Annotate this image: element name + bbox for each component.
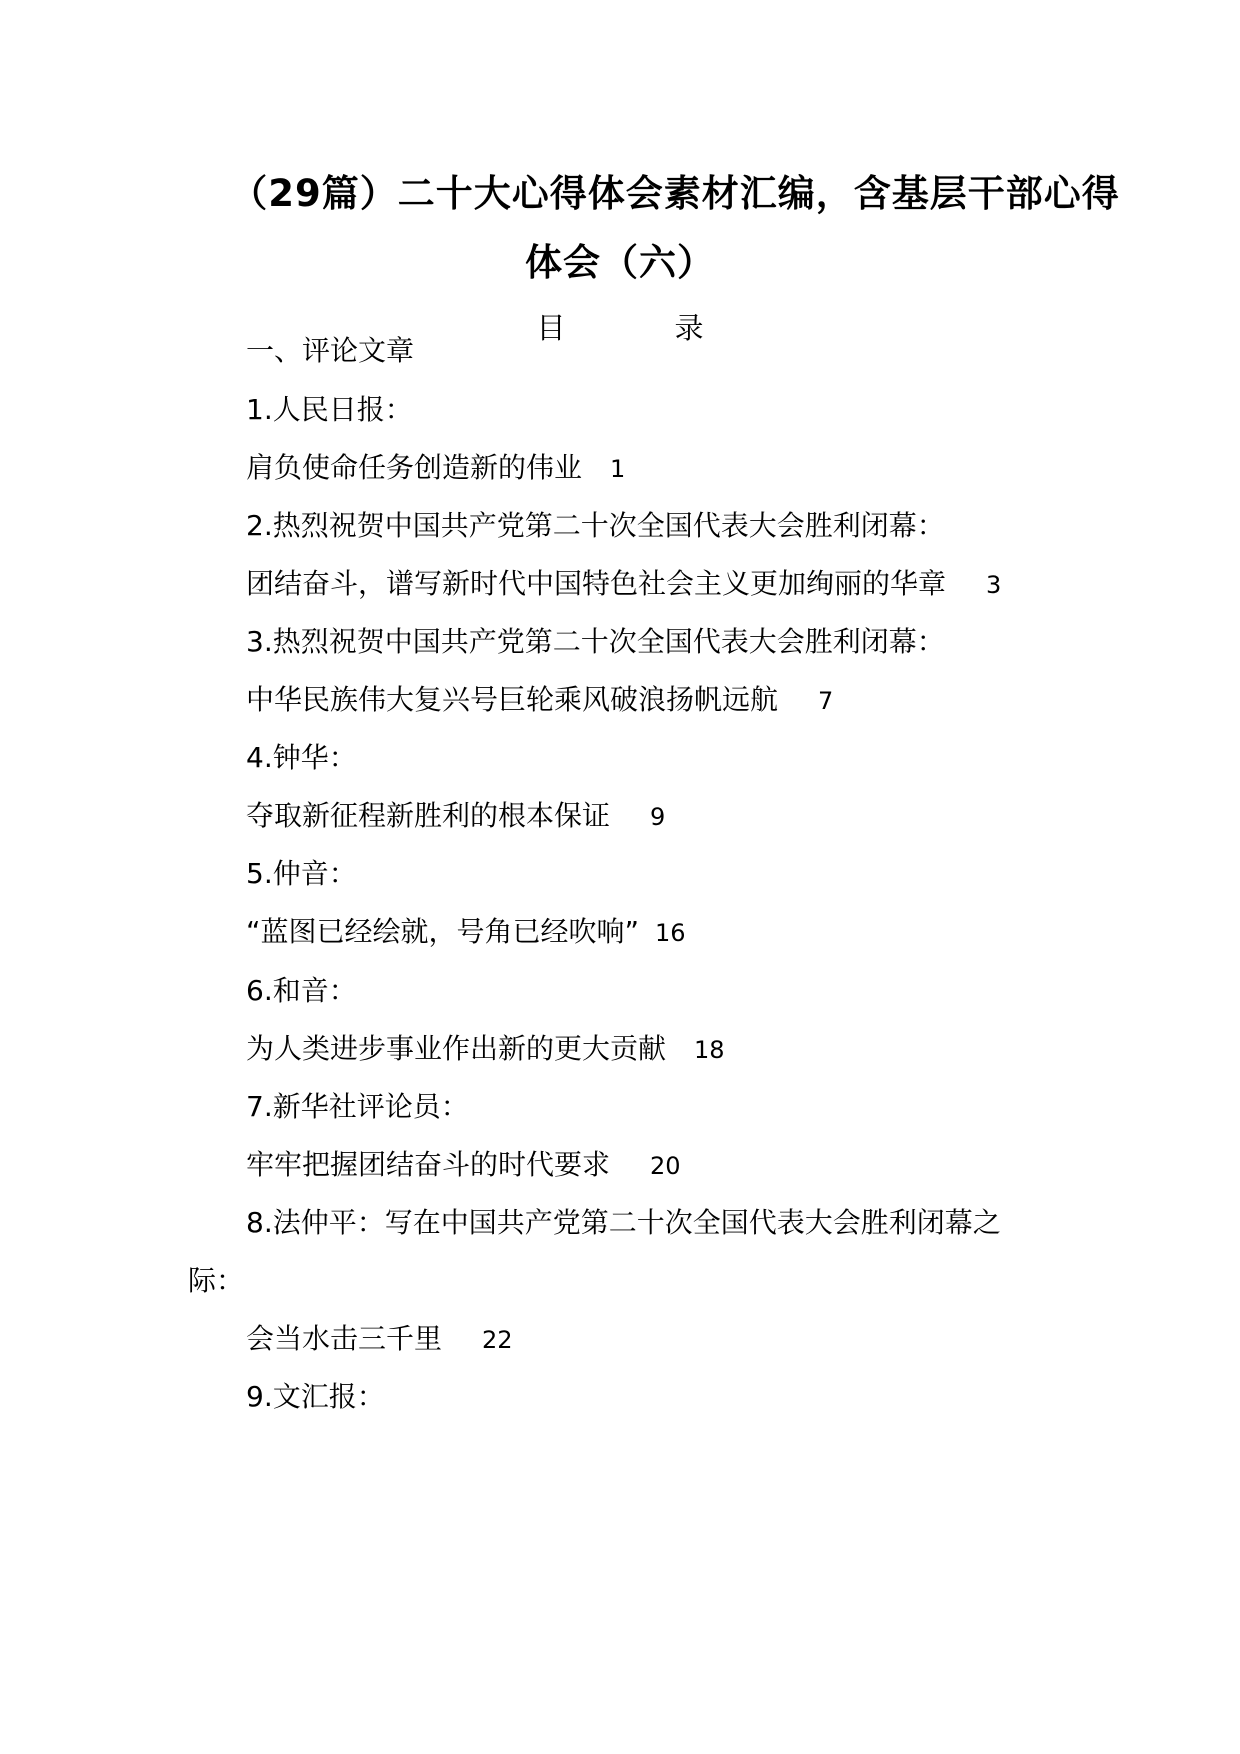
toc-entry-page: 18 bbox=[694, 1036, 725, 1064]
toc-entry bbox=[246, 559, 1001, 610]
toc-entry-title: “蓝图已经绘就，号角已经吹响” bbox=[246, 915, 640, 948]
toc-entry-page: 3 bbox=[986, 571, 1002, 599]
toc-entry-page: 20 bbox=[650, 1152, 681, 1180]
toc-entry-source: 8.法仲平：写在中国共产党第二十次全国代表大会胜利闭幕之 bbox=[246, 1206, 1001, 1239]
toc-entry-page: 16 bbox=[655, 919, 686, 947]
toc-entry-title: 团结奋斗，谱写新时代中国特色社会主义更加绚丽的华章 bbox=[246, 567, 947, 600]
toc-entry-page: 9 bbox=[650, 803, 666, 831]
toc-entry-source: 3.热烈祝贺中国共产党第二十次全国代表大会胜利闭幕： bbox=[246, 625, 945, 658]
toc-entry bbox=[246, 1024, 725, 1075]
toc-entry-source: 1.人民日报： bbox=[246, 393, 413, 426]
toc-entry-page: 1 bbox=[610, 455, 626, 483]
toc-entry bbox=[246, 791, 665, 842]
toc-entry-title: 牢牢把握团结奋斗的时代要求 bbox=[246, 1148, 611, 1181]
toc-heading: 目 录 bbox=[536, 311, 744, 345]
toc-entry-title: 肩负使命任务创造新的伟业 bbox=[246, 451, 583, 484]
toc-entry-source-continued: 际： bbox=[188, 1264, 245, 1297]
document-title-line-2: 体会（六） bbox=[525, 241, 715, 284]
toc-entry-source: 7.新华社评论员： bbox=[246, 1090, 469, 1123]
toc-entry-source: 2.热烈祝贺中国共产党第二十次全国代表大会胜利闭幕： bbox=[246, 509, 945, 542]
toc-entry-source: 5.仲音： bbox=[246, 857, 357, 890]
toc-entry-page: 22 bbox=[482, 1326, 513, 1354]
section-heading: 一、评论文章 bbox=[246, 334, 415, 367]
toc-entry-title: 中华民族伟大复兴号巨轮乘风破浪扬帆远航 bbox=[246, 683, 779, 716]
toc-entry-source: 9.文汇报： bbox=[246, 1380, 385, 1413]
toc-entry bbox=[246, 675, 833, 726]
toc-entry bbox=[246, 907, 686, 958]
document-title-line-1: （29篇）二十大心得体会素材汇编，含基层干部心得 bbox=[230, 172, 1120, 215]
toc-entry bbox=[246, 1314, 513, 1365]
toc-entry-title: 为人类进步事业作出新的更大贡献 bbox=[246, 1032, 667, 1065]
toc-entry-page: 7 bbox=[818, 687, 834, 715]
toc-entry bbox=[246, 443, 625, 494]
toc-entry-title: 夺取新征程新胜利的根本保证 bbox=[246, 799, 611, 832]
toc-entry-source: 6.和音： bbox=[246, 974, 357, 1007]
toc-entry-source: 4.钟华： bbox=[246, 741, 357, 774]
toc-entry bbox=[246, 1140, 681, 1191]
toc-entry-title: 会当水击三千里 bbox=[246, 1322, 443, 1355]
